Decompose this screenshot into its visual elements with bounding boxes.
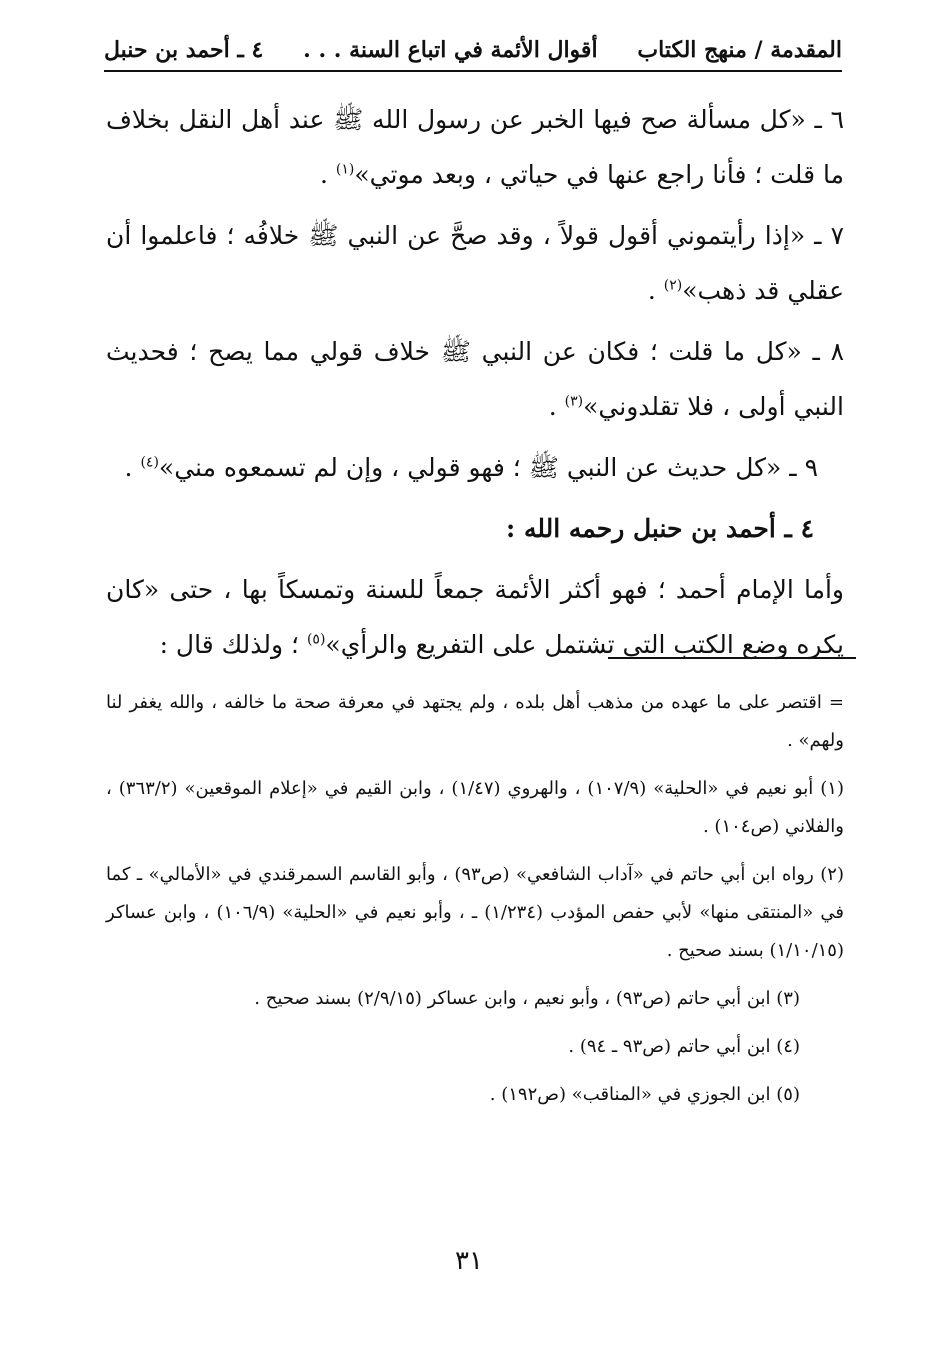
footnote-continuation: = اقتصر على ما عهده من مذهب أهل بلده ، ولم يجتهد في معرفة صحة ما خالفه ، والله يغفر لنا ولهم» . (106, 692, 844, 751)
section-heading: ٤ ـ أحمد بن حنبل رحمه الله : (506, 514, 814, 543)
closing-paragraph: وأما الإمام أحمد ؛ فهو أكثر الأئمة جمعاً للسنة وتمسكاً بها ، حتى «كان يكره وضع الكتب التي تشتمل على التفريع والرأي»$^{(٥)}$ ؛ ولذلك قال : (106, 575, 844, 659)
footnote-3: (٣) ابن أبي حاتم (ص٩٣) ، وأبو نعيم ، وابن عساكر (٢/٩/١٥) بسند صحيح . (254, 988, 800, 1009)
main-text (106, 92, 844, 672)
footnote-ref-1: (١) (335, 161, 355, 178)
header-chapter: المقدمة / منهج الكتاب (637, 37, 842, 63)
footnote-4: (٤) ابن أبي حاتم (ص٩٣ ـ ٩٤) . (568, 1036, 800, 1057)
quote-8: ٨ ـ «كل ما قلت ؛ فكان عن النبي ﷺ خلاف قولي مما يصح ؛ فحديث النبي أولى ، فلا تقلدوني»$^{(٣)}$ . (106, 337, 844, 421)
footnote-ref-5: (٥) (306, 631, 326, 648)
quote-7: ٧ ـ «إذا رأيتموني أقول قولاً ، وقد صحَّ عن النبي ﷺ خلافُه ؛ فاعلموا أن عقلي قد ذهب»$^{(٢)}$ . (106, 221, 844, 305)
footnotes (106, 684, 844, 1124)
footnote-1: (١) أبو نعيم في «الحلية» (١٠٧/٩) ، والهروي (١/٤٧) ، وابن القيم في «إعلام الموقعين» (٣٦٣/٢) ، والفلاني (ص١٠٤) . (106, 778, 844, 837)
footnote-divider (608, 657, 856, 659)
footnote-5: (٥) ابن الجوزي في «المناقب» (ص١٩٢) . (489, 1084, 800, 1105)
footnote-ref-4: (٤) (140, 454, 159, 471)
footnote-ref-3: (٣) (564, 393, 584, 410)
footnote-2: (٢) رواه ابن أبي حاتم في «آداب الشافعي» (ص٩٣) ، وأبو القاسم السمرقندي في «الأمالي» ـ كما في «المنتقى منها» لأبي حفص المؤدب (١/٢٣٤) ـ ، وأبو نعيم في «الحلية» (١٠٦/٩) ، وابن عساكر (١/١٠/١٥) بسند صحيح . (106, 864, 844, 961)
page-number: ٣١ (455, 1246, 483, 1276)
footnote-ref-2: (٢) (663, 277, 683, 294)
header-section: أقوال الأئمة في اتباع السنة . . . (303, 37, 598, 63)
header-subsection: ٤ ـ أحمد بن حنبل (104, 37, 264, 63)
quote-6: ٦ ـ «كل مسألة صح فيها الخبر عن رسول الله ﷺ عند أهل النقل بخلاف ما قلت ؛ فأنا راجع عنها في حياتي ، وبعد موتي»$^{(١)}$ . (106, 105, 844, 189)
quote-9: ٩ ـ «كل حديث عن النبي ﷺ ؛ فهو قولي ، وإن لم تسمعوه مني»$^{(٤)}$ . (124, 453, 818, 482)
running-header (104, 30, 842, 72)
